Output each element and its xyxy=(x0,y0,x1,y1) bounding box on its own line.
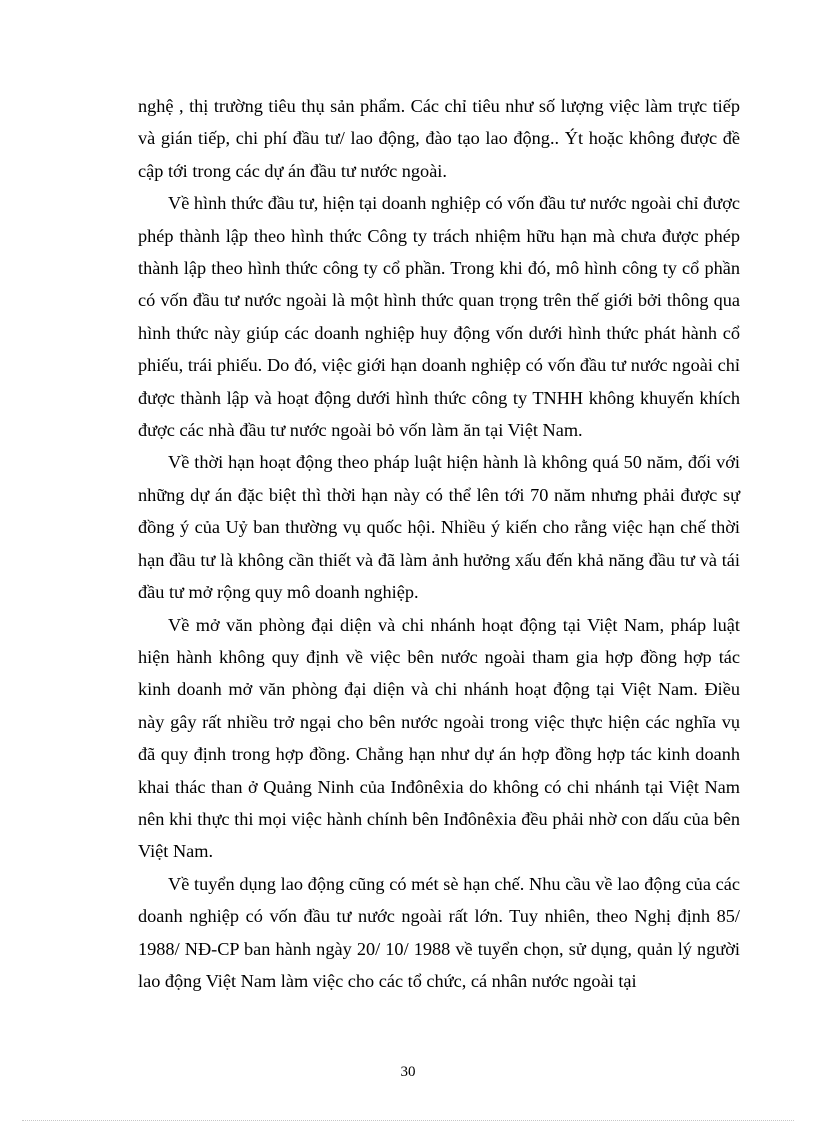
paragraph-branch-office: Về mở văn phòng đại diện và chi nhánh hoạt động tại Việt Nam, pháp luật hiện hành không quy định về việc bên nước ngoài tham gia hợp đồng hợp tác kinh doanh mở văn phòng đại diện và chi nhánh hoạt động tại Việt Nam. Điều này gây rất nhiều trở ngại cho bên nước ngoài trong việc thực hiện các nghĩa vụ đã quy định trong hợp đồng. Chẳng hạn như dự án hợp đồng hợp tác kinh doanh khai thác than ở Quảng Ninh của Inđônêxia do không có chi nhánh tại Việt Nam nên khi thực thi mọi việc hành chính bên Inđônêxia đều phải nhờ con dấu của bên Việt Nam. xyxy=(138,614,740,862)
paragraph-investment-form: Về hình thức đầu tư, hiện tại doanh nghiệp có vốn đầu tư nước ngoài chỉ được phép thành lập theo hình thức Công ty trách nhiệm hữu hạn mà chưa được phép thành lập theo hình thức công ty cổ phần. Trong khi đó, mô hình công ty cổ phần có vốn đầu tư nước ngoài là một hình thức quan trọng trên thế giới bởi thông qua hình thức này giúp các doanh nghiệp huy động vốn dưới hình thức phát hành cổ phiếu, trái phiếu. Do đó, việc giới hạn doanh nghiệp có vốn đầu tư nước ngoài chỉ được thành lập và hoạt động dưới hình thức công ty TNHH không khuyến khích được các nhà đầu tư nước ngoài bỏ vốn làm ăn tại Việt Nam. xyxy=(138,193,740,441)
paragraph-continuation: nghệ , thị trường tiêu thụ sản phẩm. Các chỉ tiêu như số lượng việc làm trực tiếp và gián tiếp, chi phí đầu tư/ lao động, đào tạo lao động.. Ýt hoặc không được đề cập tới trong các dự án đầu tư nước ngoài. xyxy=(138,96,740,181)
document-body xyxy=(138,90,740,997)
paragraph-labor-recruitment: Về tuyển dụng lao động cũng có mét sè hạn chế. Nhu cầu về lao động của các doanh nghiệp có vốn đầu tư nước ngoài rất lớn. Tuy nhiên, theo Nghị định 85/ 1988/ NĐ-CP ban hành ngày 20/ 10/ 1988 về tuyển chọn, sử dụng, quản lý người lao động Việt Nam làm việc cho các tổ chức, cá nhân nước ngoài tại xyxy=(138,873,740,991)
page-number: 30 xyxy=(400,1064,416,1080)
paragraph-operation-term: Về thời hạn hoạt động theo pháp luật hiện hành là không quá 50 năm, đối với những dự án đặc biệt thì thời hạn này có thể lên tới 70 năm nhưng phải được sự đồng ý của Uỷ ban thường vụ quốc hội. Nhiều ý kiến cho rằng việc hạn chế thời hạn đầu tư là không cần thiết và đã làm ảnh hưởng xấu đến khả năng đầu tư và tái đầu tư mở rộng quy mô doanh nghiệp. xyxy=(138,452,740,603)
page-bottom-divider xyxy=(22,1120,794,1121)
